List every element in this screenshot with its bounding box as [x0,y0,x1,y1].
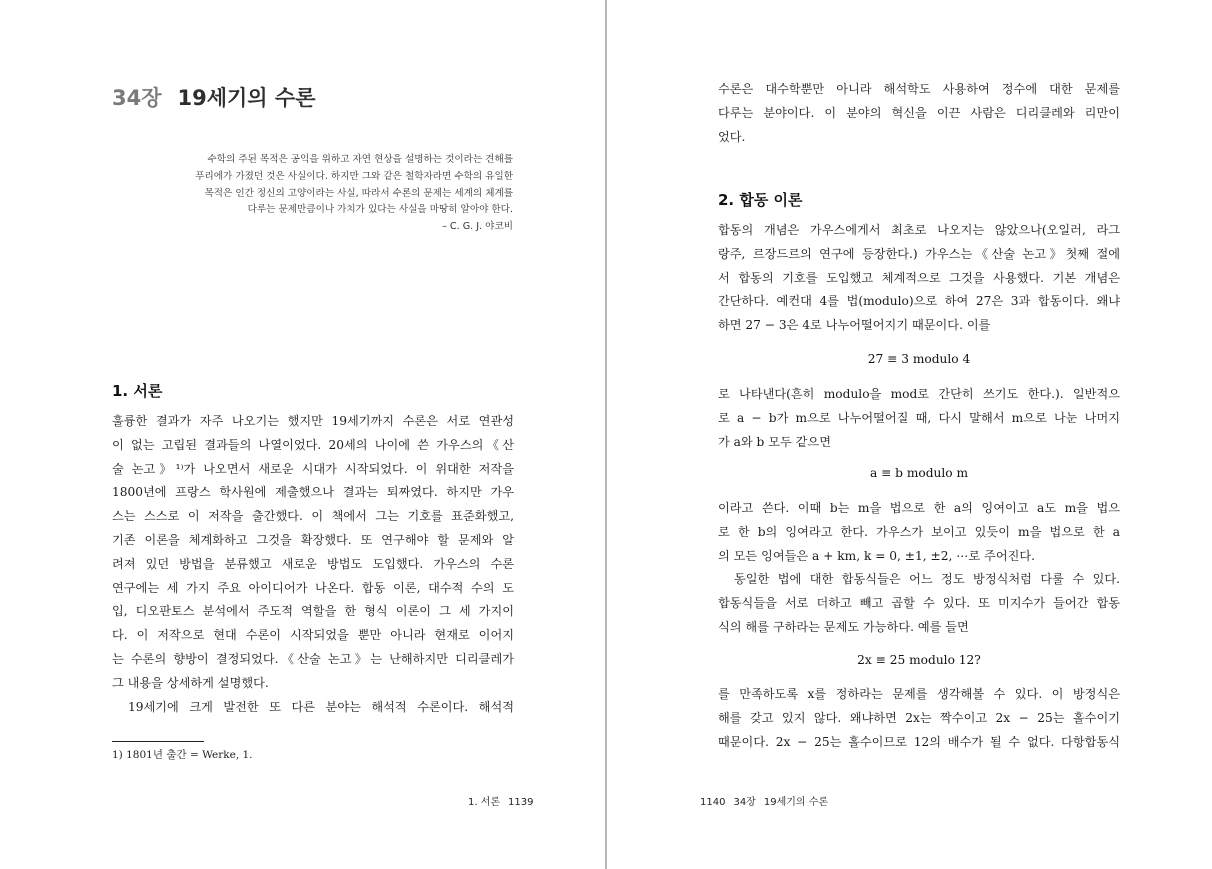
right-running-footer [700,793,828,808]
epigraph-line: 푸리에가 가졌던 것은 사실이다. 하지만 그와 같은 철학자라면 수학의 유일한 [195,170,513,182]
text-line: 다루는 분야이다. 이 분야의 혁신을 이끈 사람은 디리클레와 리만이 [718,105,1120,120]
formula-27-mod-4: 27 ≡ 3 modulo 4 [867,352,971,366]
text-line: 는 수론의 향방이 결정되었다.《산술 논고》는 난해하지만 디리클레가 [112,651,514,666]
text-line: 하면 27 − 3은 4로 나누어떨어지기 때문이다. 이를 [718,318,991,333]
section-heading-congruence: 2. 합동 이론 [718,191,803,209]
right-intro-text [718,78,1120,149]
footer-section: 1. 서론 [468,797,501,808]
text-line: 로 한 b의 잉여라고 한다. 가우스가 보이고 있듯이 m을 법으로 한 a [718,524,1120,539]
text-line: 로 a − b가 m으로 나누어떨어질 때, 다시 말해서 m으로 나눈 나머지 [718,410,1120,425]
text-line: 동일한 법에 대한 합동식들은 어느 정도 방정식처럼 다룰 수 있다. [734,572,1120,587]
left-running-footer [468,793,542,808]
section-heading-introduction: 1. 서론 [112,382,163,400]
text-line: 1800년에 프랑스 학사원에 제출했으나 결과는 퇴짜였다. 하지만 가우 [112,485,514,500]
left-body-text [112,410,514,719]
text-line: 로 나타낸다(흔히 modulo을 mod로 간단히 쓰기도 한다.). 일반적으 [718,387,1120,401]
text-line: 간단하다. 예컨대 4를 법(modulo)으로 하여 27은 3과 합동이다. 왜냐 [718,294,1120,309]
page-number: 1139 [508,797,534,808]
footnote: 1) 1801년 출간 = Werke, 1. [112,749,253,761]
footer-chapter-title: 19세기의 수론 [763,797,829,808]
chapter-title [112,82,315,112]
epigraph [173,152,513,236]
text-line: 19세기에 크게 발전한 또 다른 분야는 해석적 수론이다. 해석적 [128,699,514,714]
text-line: 때문이다. 2x − 25는 홀수이므로 12의 배수가 될 수 없다. 다항합동식 [718,734,1120,749]
epigraph-line: 목적은 인간 정신의 고양이라는 사실, 따라서 수론의 문제는 세계의 체계를 [204,187,513,199]
text-line: 랑주, 르장드르의 연구에 등장한다.) 가우스는《산술 논고》첫째 절에 [718,246,1120,261]
epigraph-author: – C. G. J. 야코비 [442,221,513,233]
formula-2x-mod-12: 2x ≡ 25 modulo 12? [857,653,981,667]
text-line: 훌륭한 결과가 자주 나오기는 했지만 19세기까지 수론은 서로 연관성 [112,414,514,428]
epigraph-line: 다루는 문제만큼이나 가치가 있다는 사실을 마땅히 알아야 한다. [247,204,513,216]
text-line: 술 논고》¹⁾가 나오면서 새로운 시대가 시작되었다. 이 위대한 저작을 [112,461,514,476]
text-line: 를 만족하도록 x를 정하라는 문제를 생각해볼 수 있다. 이 방정식은 [718,687,1120,701]
text-line: 수론은 대수학뿐만 아니라 해석학도 사용하여 정수에 대한 문제를 [718,82,1120,96]
text-line: 입, 디오판토스 분석에서 주도적 역할을 한 형식 이론이 그 세 가지이 [112,604,514,619]
text-line: 의 모든 잉여들은 a + km, k = 0, ±1, ±2, ⋯로 주어진다. [718,548,1036,563]
text-line: 이 없는 고립된 결과들의 나열이었다. 20세의 나이에 쓴 가우스의《산 [112,437,514,452]
text-line: 서 합동의 기호를 도입했고 체계적으로 그것을 사용했다. 기본 개념은 [718,270,1120,285]
text-line: 스는 스스로 이 저작을 출간했다. 이 책에서 그는 기호를 표준화했고, [112,509,514,524]
left-page [0,0,605,869]
page-gutter [605,0,607,869]
text-line: 다. 이 저작으로 현대 수론이 시작되었을 뿐만 아니라 현재로 이어지 [112,628,514,643]
text-line: 었다. [718,129,746,144]
epigraph-line: 수학의 주된 목적은 공익을 위하고 자연 현상을 설명하는 것이라는 견해를 [207,154,513,165]
right-para-1 [718,219,1120,338]
right-para-4 [718,683,1120,754]
text-line: 가 a와 b 모두 같으면 [718,434,831,449]
footer-chapter-number: 34장 [733,797,756,808]
right-para-2 [718,383,1120,454]
text-line: 합동의 개념은 가우스에게서 최초로 나오지는 않았으나(오일러, 라그 [718,223,1120,237]
text-line: 기존 이론을 체계화하고 그것을 확장했다. 또 연구해야 할 문제와 알 [112,532,514,547]
chapter-number: 34장 [112,86,162,110]
footnote-rule [112,741,204,742]
chapter-title-text: 19세기의 수론 [177,86,316,110]
text-line: 해를 갖고 있지 않다. 왜냐하면 2x는 짝수이고 2x − 25는 홀수이기 [718,710,1120,725]
formula-a-mod-m: a ≡ b modulo m [869,466,969,480]
text-line: 식의 해를 구하라는 문제도 가능하다. 예를 들면 [718,619,969,634]
text-line: 연구에는 세 가지 주요 아이디어가 나온다. 합동 이론, 대수적 수의 도 [112,580,514,595]
text-line: 이라고 쓴다. 이때 b는 m을 법으로 한 a의 잉여이고 a도 m을 법으 [718,501,1120,515]
text-line: 려져 있던 방법을 분류했고 새로운 방법도 도입했다. 가우스의 수론 [112,556,514,571]
page-number: 1140 [700,797,726,808]
right-para-3 [718,497,1120,640]
text-line: 합동식들을 서로 더하고 빼고 곱할 수 있다. 또 미지수가 들어간 합동 [718,596,1120,611]
text-line: 그 내용을 상세하게 설명했다. [112,675,269,690]
right-page [608,0,1212,869]
